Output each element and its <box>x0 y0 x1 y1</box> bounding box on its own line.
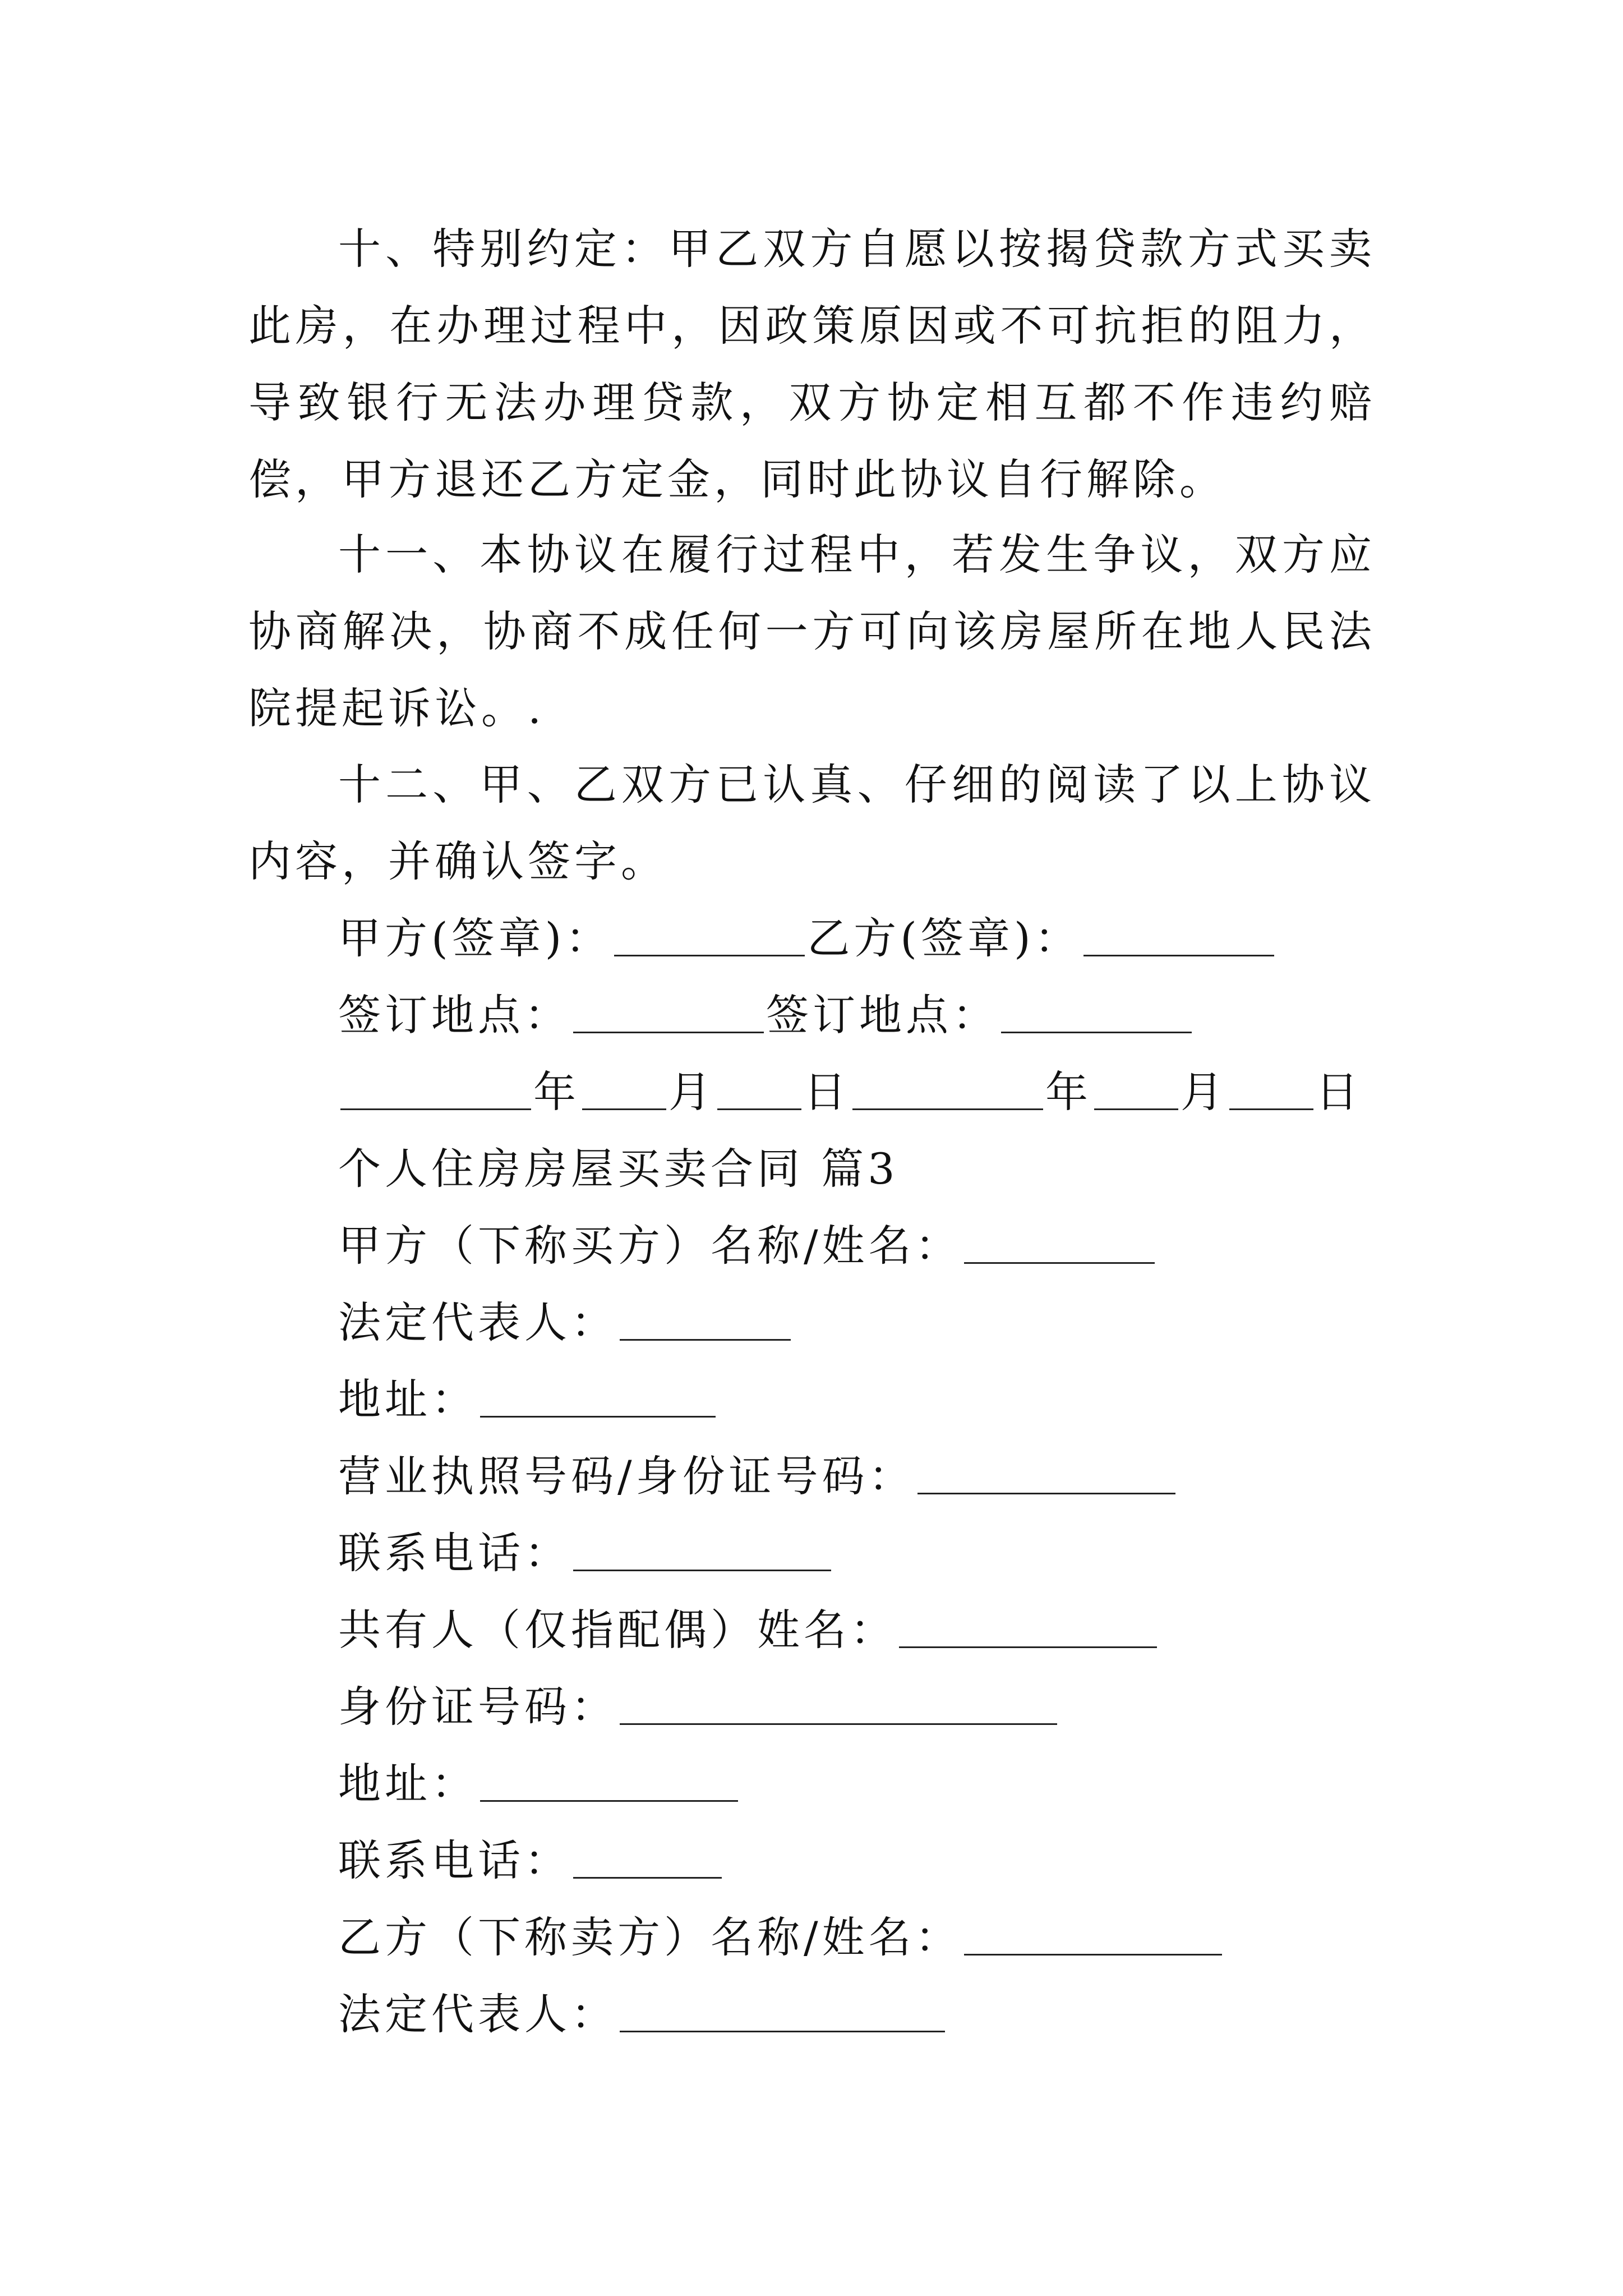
co-owner-phone-line <box>338 1822 724 1899</box>
seller-legal-rep-blank <box>620 1997 945 2032</box>
day-b-blank <box>1229 1075 1313 1110</box>
buyer-legal-rep-label: 法定代表人： <box>338 1297 617 1347</box>
month-a-label: 月 <box>668 1067 715 1117</box>
co-owner-name-line <box>338 1591 1159 1668</box>
place-b-blank <box>1001 998 1192 1033</box>
buyer-address-blank <box>480 1382 716 1418</box>
buyer-legal-rep-blank <box>620 1305 791 1341</box>
clause-11: 十一、本协议在履行过程中，若发生争议，双方应协商解决，协商不成任何一方可向该房屋所在地人民法院提起诉讼。. <box>248 530 1376 733</box>
co-owner-address-line <box>338 1745 740 1822</box>
seller-name-blank <box>964 1920 1222 1955</box>
party-b-sign-blank <box>1083 921 1274 956</box>
signature-line <box>338 900 1276 977</box>
buyer-license-blank <box>917 1459 1175 1494</box>
co-owner-id-label: 身份证号码： <box>338 1682 617 1732</box>
buyer-address-line <box>338 1361 718 1438</box>
place-a-blank <box>573 998 764 1033</box>
place-b-label: 签订地点： <box>766 990 999 1040</box>
year-b-label: 年 <box>1045 1067 1092 1117</box>
seller-legal-rep-line <box>338 1976 947 2053</box>
buyer-license-line <box>338 1438 1178 1515</box>
buyer-name-line <box>338 1207 1157 1284</box>
signing-place-line <box>338 977 1194 1053</box>
seller-name-line <box>338 1899 1224 1976</box>
buyer-phone-label: 联系电话： <box>338 1528 571 1578</box>
month-b-blank <box>1094 1075 1178 1110</box>
section-title: 个人住房房屋买卖合同 篇3 <box>338 1144 899 1194</box>
co-owner-address-blank <box>480 1766 738 1802</box>
co-owner-id-blank <box>620 1690 1057 1725</box>
buyer-phone-blank <box>573 1536 831 1571</box>
co-owner-address-label: 地址： <box>338 1759 478 1809</box>
co-owner-name-label: 共有人（仅指配偶）姓名： <box>338 1605 897 1655</box>
year-b-blank <box>852 1075 1043 1110</box>
date-line <box>338 1053 1362 1130</box>
buyer-license-label: 营业执照号码/身份证号码： <box>338 1451 915 1501</box>
buyer-phone-line <box>338 1515 833 1591</box>
buyer-address-label: 地址： <box>338 1374 478 1424</box>
buyer-legal-rep-line <box>338 1284 793 1361</box>
party-a-sign-label: 甲方(签章)： <box>338 913 612 963</box>
party-a-sign-blank <box>614 921 805 956</box>
seller-name-label: 乙方（下称卖方）名称/姓名： <box>338 1912 962 1962</box>
buyer-name-blank <box>964 1228 1155 1264</box>
day-a-label: 日 <box>804 1067 850 1117</box>
seller-legal-rep-label: 法定代表人： <box>338 1989 617 2039</box>
day-b-label: 日 <box>1316 1067 1362 1117</box>
month-b-label: 月 <box>1181 1067 1227 1117</box>
place-a-label: 签订地点： <box>338 990 571 1040</box>
clause-12: 十二、甲、乙双方已认真、仔细的阅读了以上协议内容，并确认签字。 <box>248 760 1376 886</box>
co-owner-phone-blank <box>573 1843 722 1879</box>
year-a-blank <box>340 1075 531 1110</box>
month-a-blank <box>582 1075 666 1110</box>
party-b-sign-label: 乙方(签章)： <box>807 913 1081 963</box>
day-a-blank <box>717 1075 801 1110</box>
co-owner-name-blank <box>899 1613 1157 1648</box>
co-owner-id-line <box>338 1668 1059 1745</box>
clause-10: 十、特别约定：甲乙双方自愿以按揭贷款方式买卖此房，在办理过程中，因政策原因或不可抗拒的阻力，导致银行无法办理贷款，双方协定相互都不作违约赔偿，甲方退还乙方定金，同时此协议自行解除。 <box>248 224 1376 504</box>
co-owner-phone-label: 联系电话： <box>338 1835 571 1885</box>
buyer-name-label: 甲方（下称买方）名称/姓名： <box>338 1221 962 1271</box>
year-a-label: 年 <box>533 1067 580 1117</box>
